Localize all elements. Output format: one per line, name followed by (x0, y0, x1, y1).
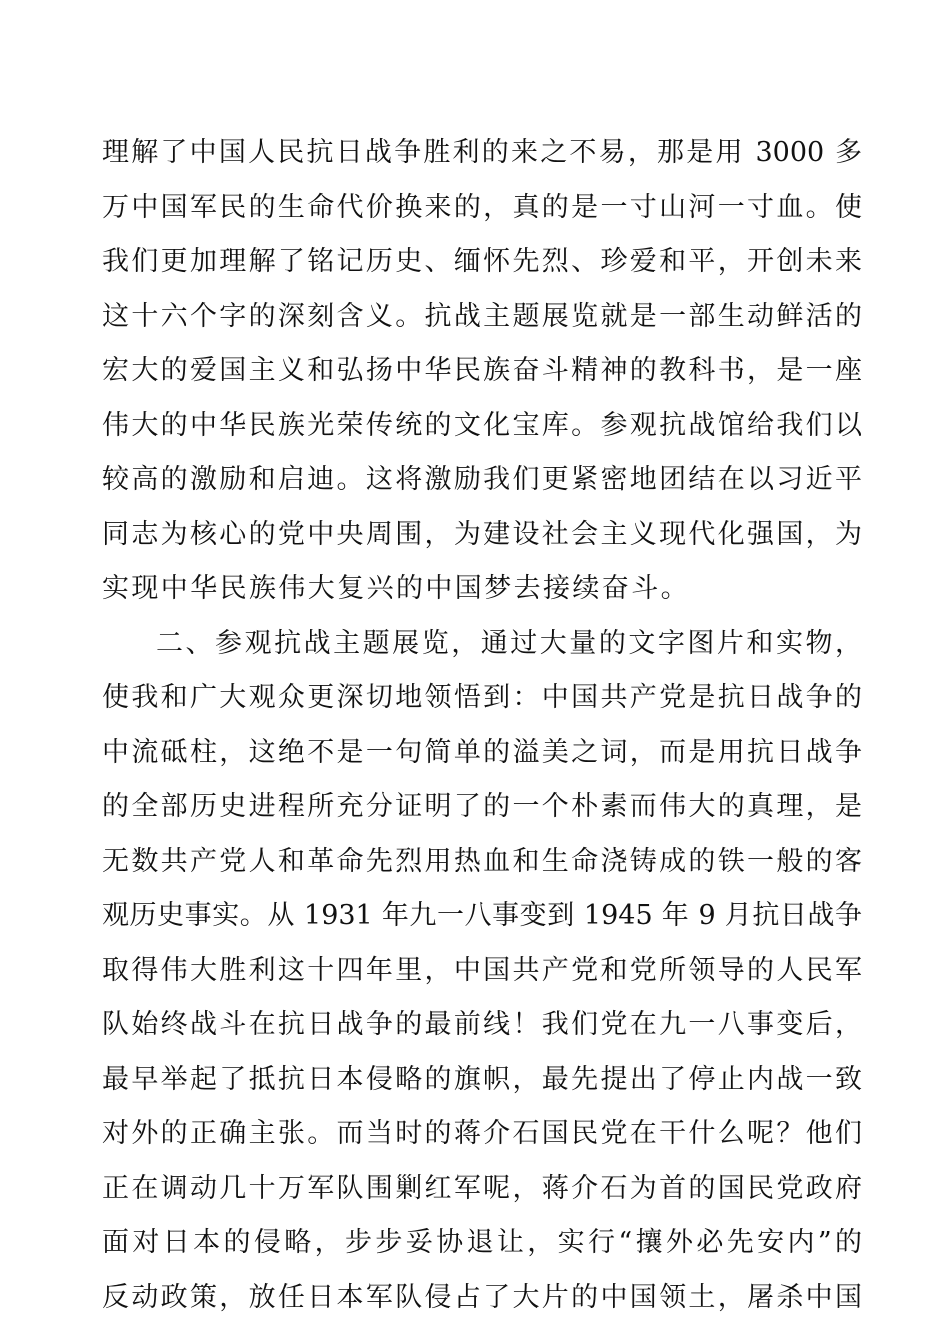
text-line: 这十六个字的深刻含义。抗战主题展览就是一部生动鲜活的 (102, 300, 862, 332)
text-line: 使我和广大观众更深切地领悟到：中国共产党是抗日战争的 (102, 682, 862, 713)
text-line: 观历史事实。从 1931 年九一八事变到 1945 年 9 月抗日战争 (102, 900, 862, 931)
text-line: 无数共产党人和革命先烈用热血和生命浇铸成的铁一般的客 (102, 845, 862, 877)
text-line: 队始终战斗在抗日战争的最前线！我们党在九一八事变后， (102, 1009, 862, 1040)
text-line: 最早举起了抵抗日本侵略的旗帜，最先提出了停止内战一致 (102, 1063, 862, 1095)
text-line: 伟大的中华民族光荣传统的文化宝库。参观抗战馆给我们以 (102, 409, 862, 441)
text-line: 中流砥柱，这绝不是一句简单的溢美之词，而是用抗日战争 (102, 736, 862, 768)
text-line: 取得伟大胜利这十四年里，中国共产党和党所领导的人民军 (102, 954, 862, 986)
text-line: 同志为核心的党中央周围，为建设社会主义现代化强国，为 (102, 518, 862, 550)
text-line: 宏大的爱国主义和弘扬中华民族奋斗精神的教科书，是一座 (102, 355, 862, 386)
text-line: 二、参观抗战主题展览，通过大量的文字图片和实物， (156, 627, 862, 659)
text-line: 反动政策，放任日本军队侵占了大片的中国领土，屠杀中国 (102, 1281, 862, 1313)
text-line: 的全部历史进程所充分证明了的一个朴素而伟大的真理，是 (102, 791, 862, 822)
text-line: 面对日本的侵略，步步妥协退让，实行“攘外必先安内”的 (102, 1227, 862, 1258)
text-line: 实现中华民族伟大复兴的中国梦去接续奋斗。 (102, 573, 690, 604)
text-line: 理解了中国人民抗日战争胜利的来之不易，那是用 3000 多 (102, 137, 862, 168)
paragraph-1 (102, 126, 862, 617)
text-line: 较高的激励和启迪。这将激励我们更紧密地团结在以习近平 (102, 464, 862, 495)
text-line: 我们更加理解了铭记历史、缅怀先烈、珍爱和平，开创未来 (102, 246, 862, 277)
paragraph-2 (102, 617, 862, 1326)
text-line: 对外的正确主张。而当时的蒋介石国民党在干什么呢？他们 (102, 1118, 862, 1149)
text-line: 正在调动几十万军队围剿红军呢，蒋介石为首的国民党政府 (102, 1172, 862, 1204)
body-text (102, 126, 862, 1325)
text-line: 万中国军民的生命代价换来的，真的是一寸山河一寸血。使 (102, 191, 862, 223)
